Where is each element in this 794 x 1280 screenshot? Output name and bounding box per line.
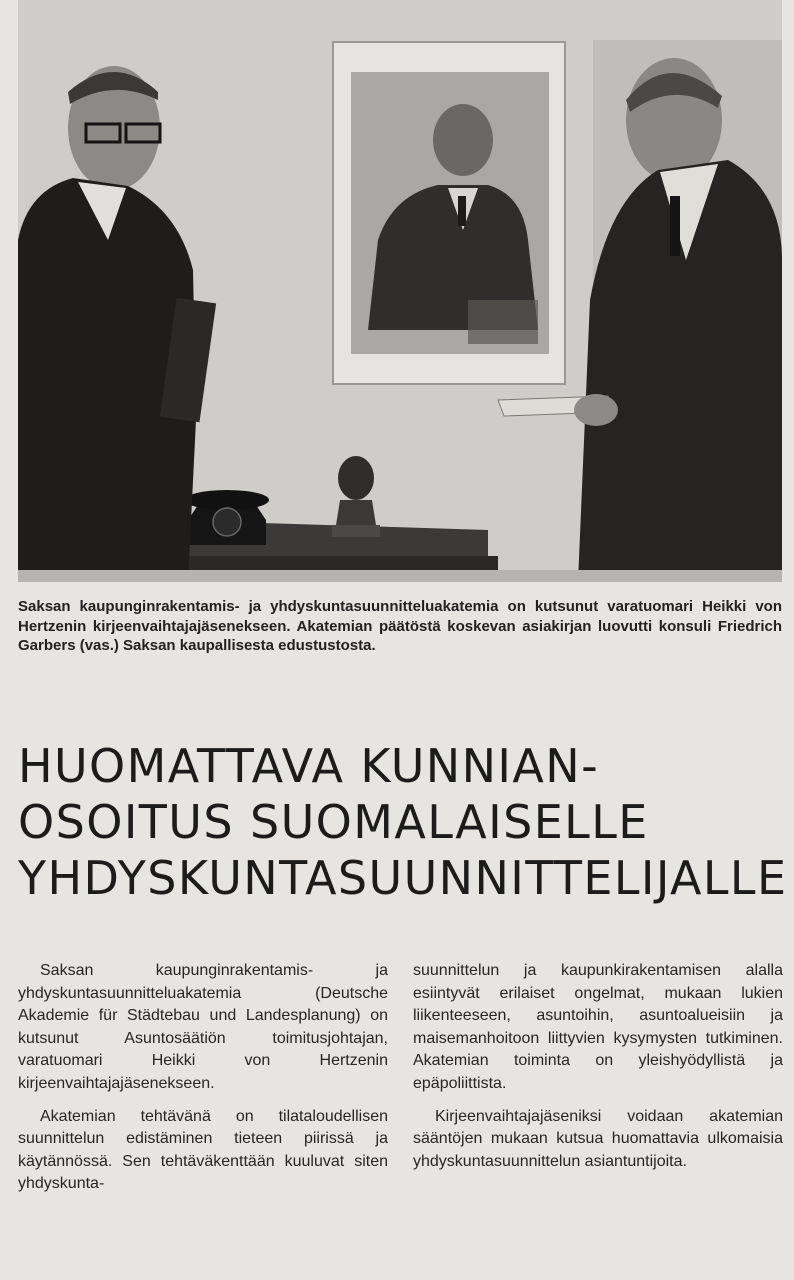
photo-illustration: [18, 0, 782, 582]
headline-line-1: HUOMATTAVA KUNNIAN-: [18, 739, 600, 793]
framed-portrait: [333, 42, 565, 384]
body-paragraph: suunnittelun ja kaupunkirakentamisen alalla esiintyvät erilaiset ongelmat, mukaan lukien liikenteeseen, asuntoihin, asuntoalueisiin ja maisemanhoitoon liittyvien kysymysten tutkiminen. Akatemian toiminta on yleishyödyllistä ja epäpoliittista.: [413, 962, 783, 1092]
body-column-right: [413, 960, 783, 1173]
photo-caption: Saksan kaupunginrakentamis- ja yhdyskuntasuunnitteluakatemia on kutsunut varatuomari Heikki von Hertzenin kirjeenvaihtajajäsenekseen. Akatemian päätöstä koskevan asiakirjan luovutti konsuli Friedrich Garbers (vas.) Saksan kaupallisesta edustustosta.: [18, 598, 782, 654]
headline-line-3: YHDYSKUNTASUUNNITTELIJALLE: [18, 851, 788, 905]
headline: [18, 738, 788, 906]
body-paragraph: Kirjeenvaihtajajäseniksi voidaan akatemian sääntöjen mukaan kutsua huomattavia ulkomaisia yhdyskuntasuunnittelun asiantuntijoita.: [413, 1107, 783, 1170]
body-column-left: [18, 960, 388, 1196]
body-paragraph: Akatemian tehtävänä on tilataloudellisen suunnittelun edistäminen tieteen piirissä ja käytännössä. Sen tehtäväkenttään kuuluvat siten yhdyskunta-: [18, 1107, 388, 1193]
photograph: [18, 0, 782, 582]
telephone: [185, 490, 269, 545]
body-paragraph: Saksan kaupunginrakentamis- ja yhdyskuntasuunnitteluakatemia (Deutsche Akademie für Städtebau und Landesplanung) on kutsunut Asuntosäätiön toimitusjohtajan, varatuomari Heikki von Hertzenin kirjeenvaihtajajäsenekseen.: [18, 962, 388, 1092]
headline-line-2: OSOITUS SUOMALAISELLE: [18, 795, 649, 849]
